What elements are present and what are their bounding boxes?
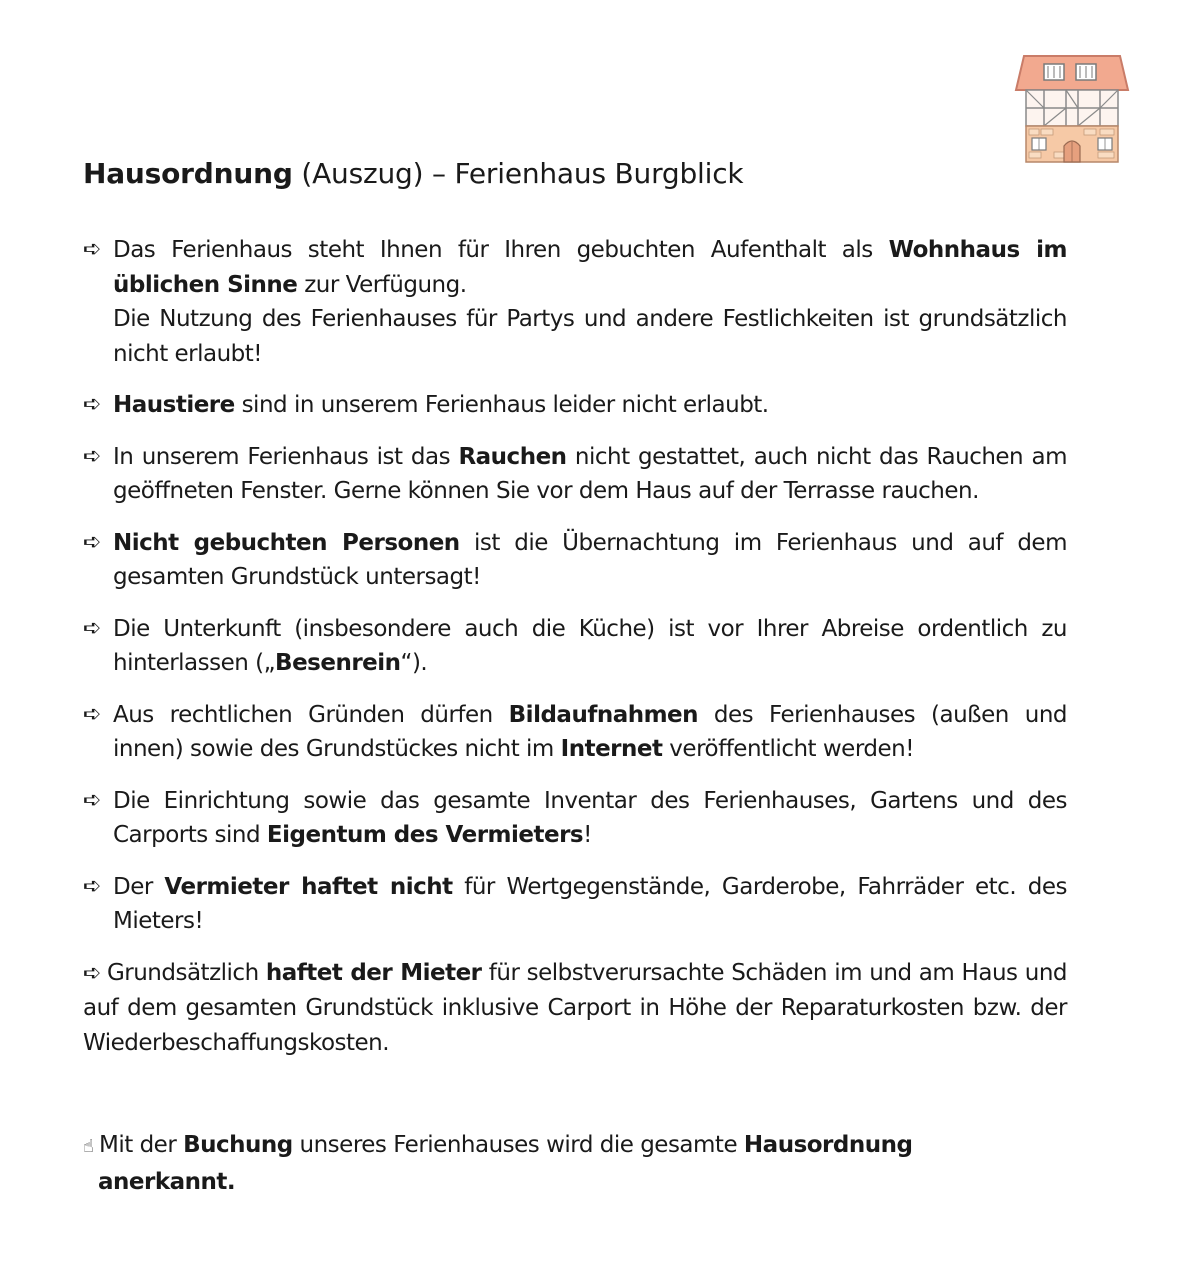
list-item [83,612,1067,681]
item-text: “). [400,650,428,676]
page-title [83,155,743,193]
item-text: Die Nutzung des Ferienhauses für Partys und andere Festlichkeiten ist grundsätzlich nicht erlaubt! [113,306,1067,367]
arrow-icon: ➪ [83,529,101,555]
footer-bold: Hausordnung [743,1132,913,1158]
item-bold: Rauchen [458,443,567,470]
item-text: des Ferienhauses (außen und innen) sowie des Grundstückes nicht im [113,701,1068,762]
item-bold: haftet der Mieter [265,959,482,986]
list-item [83,388,1067,423]
item-bold: Wohnhaus im üblichen Sinne [113,237,1067,298]
arrow-icon: ➪ [83,787,101,813]
list-item [83,698,1067,767]
item-bold: Nicht gebuchten Personen [113,529,460,556]
footer-text: Mit der [99,1132,184,1158]
list-item [83,526,1067,595]
item-text: ! [583,822,592,848]
title-rest: (Auszug) – Ferienhaus Burgblick [292,157,744,190]
item-text: In unserem Ferienhaus ist das [113,443,459,470]
list-item [83,233,1067,371]
item-text: für Wertgegenstände, Garderobe, Fahrräder etc. des Mieters! [113,873,1067,934]
item-text: Die Einrichtung sowie das gesamte Inventar des Ferienhauses, Gartens und des Carports sind [113,787,1067,848]
footer-bold: anerkannt. [98,1168,236,1195]
footer-note [83,1128,1067,1199]
list-item [83,784,1067,853]
footer-bold: Buchung [183,1132,293,1158]
list-item [83,870,1067,939]
list-item [83,956,1067,1061]
item-bold: Haustiere [113,392,235,418]
arrow-icon: ➪ [83,237,101,262]
arrow-icon: ➪ [83,615,101,641]
house-rules-list [83,233,1067,1077]
item-bold: Besenrein [275,650,401,676]
item-text: veröffentlicht werden! [662,736,914,762]
item-text: Der [113,873,165,900]
title-bold: Hausordnung [83,157,293,190]
item-text: sind in unserem Ferienhaus leider nicht erlaubt. [234,392,769,418]
item-text: Grundsätzlich [106,959,266,986]
house-icon [1014,52,1130,166]
item-text: ist die Übernachtung im Ferienhaus und auf dem gesamten Grundstück untersagt! [113,529,1067,590]
arrow-icon: ➪ [83,701,101,727]
item-text: zur Verfügung. [297,271,467,298]
item-bold: Eigentum des Vermieters [266,822,584,848]
list-item [83,440,1067,509]
pointing-hand-icon: ☝ [83,1136,94,1157]
arrow-icon: ➪ [83,443,101,469]
arrow-icon: ➪ [83,873,101,899]
item-bold: Bildaufnahmen [508,701,699,728]
item-text: Die Unterkunft (insbesondere auch die Küche) ist vor Ihrer Abreise ordentlich zu hinterlassen („ [113,615,1067,676]
footer-text: unseres Ferienhauses wird die gesamte [292,1132,744,1158]
arrow-icon: ➪ [83,392,101,417]
item-text: nicht gestattet, auch nicht das Rauchen am geöffneten Fenster. Gerne können Sie vor dem Haus auf der Terrasse rauchen. [113,443,1067,504]
item-bold: Vermieter haftet nicht [164,873,453,900]
item-text: Aus rechtlichen Gründen dürfen [113,701,509,728]
item-text: Das Ferienhaus steht Ihnen für Ihren gebuchten Aufenthalt als [113,237,889,263]
item-bold: Internet [560,736,663,762]
arrow-icon: ➪ [83,960,101,986]
item-text: für selbstverursachte Schäden im und am Haus und auf dem gesamten Grundstück inklusive Carport in Höhe der Reparaturkosten bzw. der Wiederbeschaffungskosten. [83,959,1068,1056]
